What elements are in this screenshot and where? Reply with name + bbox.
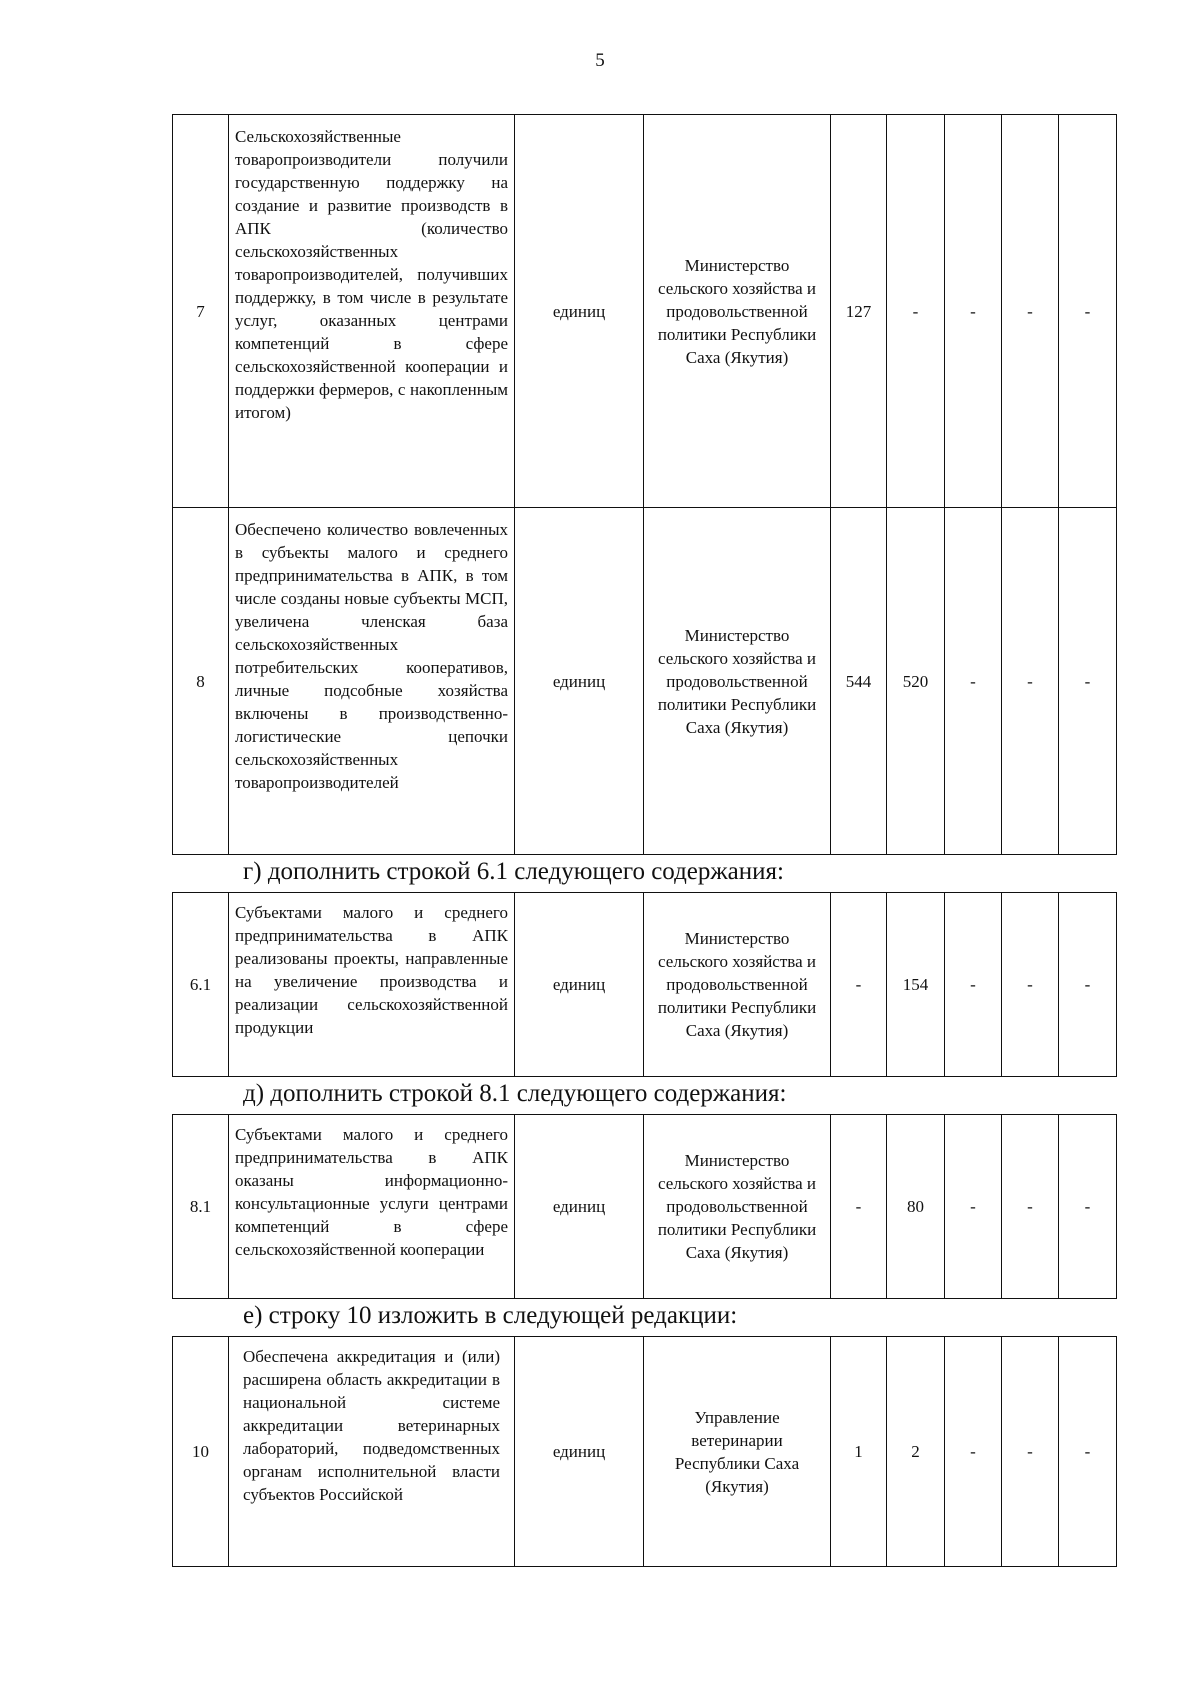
value-cell: - (1059, 1115, 1117, 1299)
value-cell: - (1059, 893, 1117, 1077)
indicator-description: Сельскохозяйственные товаропроизводители получили государственную поддержку на создание и развитие производств в АПК (количество сельскохозяйственных товаропроизводителей, получивших поддержку, в том числе в результате услуг, оказанных центрами компетенций в сфере сельскохозяйственной кооперации и поддержки фермеров, с накопленным итогом) (229, 115, 515, 508)
value-cell: - (1002, 1115, 1059, 1299)
unit-cell: единиц (515, 508, 644, 855)
value-cell: - (945, 893, 1002, 1077)
value-cell: 80 (887, 1115, 945, 1299)
indicator-description: Субъектами малого и среднего предпринимательства в АПК реализованы проекты, направленные на увеличение производства и реализации сельскохозяйственной продукции (229, 893, 515, 1077)
indicator-description: Субъектами малого и среднего предпринимательства в АПК оказаны информационно-консультационные услуги центрами компетенций в сфере сельскохозяйственной кооперации (229, 1115, 515, 1299)
value-cell: 1 (831, 1337, 887, 1567)
value-cell: - (831, 893, 887, 1077)
value-cell: - (945, 115, 1002, 508)
responsible-org: Министерство сельского хозяйства и продовольственной политики Республики Саха (Якутия) (644, 1115, 831, 1299)
row-number: 6.1 (173, 893, 229, 1077)
unit-cell: единиц (515, 115, 644, 508)
unit-cell: единиц (515, 1115, 644, 1299)
value-cell: 127 (831, 115, 887, 508)
indicator-description: Обеспечена аккредитация и (или) расширена область аккредитации в национальной системе аккредитации ветеринарных лабораторий, подведомственных органам исполнительной власти субъектов Российской (229, 1337, 515, 1567)
value-cell: - (1059, 115, 1117, 508)
value-cell: - (1002, 508, 1059, 855)
unit-cell: единиц (515, 1337, 644, 1567)
table-row (173, 1115, 1117, 1299)
table-row (173, 1337, 1117, 1567)
value-cell: - (945, 1337, 1002, 1567)
value-cell: - (887, 115, 945, 508)
value-cell: - (1002, 893, 1059, 1077)
row-number: 8.1 (173, 1115, 229, 1299)
value-cell: - (945, 508, 1002, 855)
responsible-org: Министерство сельского хозяйства и продовольственной политики Республики Саха (Якутия) (644, 115, 831, 508)
amendment-heading: д) дополнить строкой 8.1 следующего содержания: (243, 1080, 787, 1107)
value-cell: 2 (887, 1337, 945, 1567)
indicator-description: Обеспечено количество вовлеченных в субъекты малого и среднего предпринимательства в АПК, в том числе созданы новые субъекты МСП, увеличена членская база сельскохозяйственных потребительских кооперативов, личные подсобные хозяйства включены в производственно-логистические цепочки сельскохозяйственных товаропроизводителей (229, 508, 515, 855)
value-cell: - (1002, 115, 1059, 508)
table-row (173, 893, 1117, 1077)
responsible-org: Управление ветеринарии Республики Саха (Якутия) (644, 1337, 831, 1567)
amendment-heading: г) дополнить строкой 6.1 следующего содержания: (243, 858, 784, 885)
row-number: 10 (173, 1337, 229, 1567)
row-number: 8 (173, 508, 229, 855)
indicator-table-6-1 (172, 892, 1117, 1077)
amendment-heading: е) строку 10 изложить в следующей редакции: (243, 1302, 738, 1329)
indicator-table-10 (172, 1336, 1117, 1567)
value-cell: - (945, 1115, 1002, 1299)
value-cell: - (831, 1115, 887, 1299)
row-number: 7 (173, 115, 229, 508)
value-cell: 154 (887, 893, 945, 1077)
unit-cell: единиц (515, 893, 644, 1077)
responsible-org: Министерство сельского хозяйства и продовольственной политики Республики Саха (Якутия) (644, 508, 831, 855)
value-cell: - (1059, 1337, 1117, 1567)
page-number: 5 (595, 50, 605, 71)
responsible-org: Министерство сельского хозяйства и продовольственной политики Республики Саха (Якутия) (644, 893, 831, 1077)
indicator-table-8-1 (172, 1114, 1117, 1299)
value-cell: - (1002, 1337, 1059, 1567)
value-cell: 544 (831, 508, 887, 855)
table-row (173, 115, 1117, 508)
value-cell: - (1059, 508, 1117, 855)
value-cell: 520 (887, 508, 945, 855)
table-row (173, 508, 1117, 855)
indicator-table-main (172, 114, 1117, 855)
